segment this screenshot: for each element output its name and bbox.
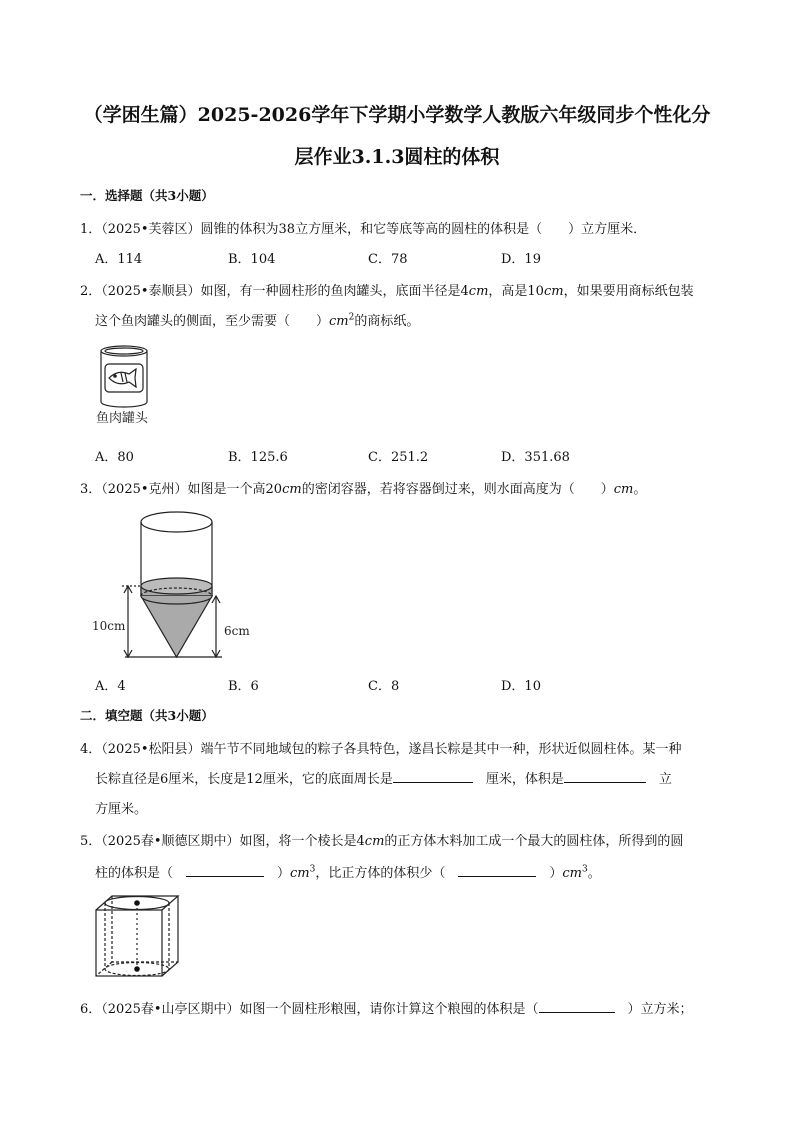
q2-option-d[interactable]: D．351.68: [501, 450, 570, 465]
question-5-line2: 柱的体积是（ ）$cm^3$，比正方体的体积少（ ）$cm^3$。: [95, 864, 601, 881]
question-4-line3: 方厘米。: [95, 802, 148, 817]
container-figure: [90, 505, 270, 665]
q3-option-b[interactable]: B．6: [228, 679, 259, 694]
fish-can-caption: 鱼肉罐头: [96, 411, 149, 426]
question-5-line1: 5．（2025春•顺德区期中）如图，将一个棱长是4cm的正方体木料加工成一个最大的圆柱体，所得到的圆: [80, 834, 684, 849]
q5-blank-difference[interactable]: [458, 864, 536, 877]
q4-blank-circumference[interactable]: [393, 770, 473, 783]
cube-cylinder-figure: [90, 892, 190, 984]
q2-option-b[interactable]: B．125.6: [228, 450, 288, 465]
question-4-line1: 4．（2025•松阳县）端午节不同地域包的粽子各具特色，遂昌长粽是其中一种，形状近似圆柱体。某一种: [80, 742, 682, 757]
section-fill: 二．填空题（共3小题）: [80, 708, 214, 723]
question-3-text: 3．（2025•克州）如图是一个高20cm的密闭容器，若将容器倒过来，则水面高度为（ ）cm。: [80, 482, 647, 497]
right-height-label: 6cm: [224, 624, 250, 638]
q1-option-c[interactable]: C．78: [368, 252, 408, 267]
section-choice: 一．选择题（共3小题）: [80, 188, 214, 203]
q1-option-a[interactable]: A．114: [95, 252, 143, 267]
page-title-line2: 层作业3.1.3圆柱的体积: [294, 146, 500, 168]
top-center-dot: [134, 900, 140, 906]
question-6-text: 6．（2025春•山亭区期中）如图一个圆柱形粮囤，请你计算这个粮囤的体积是（ ）立方米；: [80, 1002, 693, 1017]
q4-blank-volume[interactable]: [564, 770, 646, 783]
q3-option-a[interactable]: A．4: [95, 679, 126, 694]
question-4-line2: 长粽直径是6厘米，长度是12厘米，它的底面周长是 厘米，体积是 立: [95, 772, 672, 787]
q1-option-b[interactable]: B．104: [228, 252, 276, 267]
q3-option-d[interactable]: D．10: [501, 679, 541, 694]
fish-can-icon: [101, 346, 147, 407]
q5-blank-cylinder-volume[interactable]: [186, 864, 264, 877]
fish-can-figure: [92, 342, 172, 430]
left-height-label: 10cm: [92, 619, 126, 633]
q2-option-c[interactable]: C．251.2: [368, 450, 429, 465]
question-1-text: 1．（2025•芙蓉区）圆锥的体积为38立方厘米，和它等底等高的圆柱的体积是（ ）立方厘米．: [80, 222, 647, 237]
bottom-center-dot: [134, 966, 140, 972]
q2-option-a[interactable]: A．80: [95, 450, 134, 465]
q1-option-d[interactable]: D．19: [501, 252, 541, 267]
question-2-line2: 这个鱼肉罐头的侧面，至少需要（ ）$cm^2$的商标纸。: [95, 312, 420, 329]
question-2-line1: 2．（2025•泰顺县）如图，有一种圆柱形的鱼肉罐头，底面半径是4cm，高是10cm，如果要用商标纸包装: [80, 284, 694, 299]
q6-blank-volume[interactable]: [539, 1000, 615, 1013]
page-title-line1: （学困生篇）2025-2026学年下学期小学数学人教版六年级同步个性化分: [83, 104, 711, 126]
q3-option-c[interactable]: C．8: [368, 679, 400, 694]
